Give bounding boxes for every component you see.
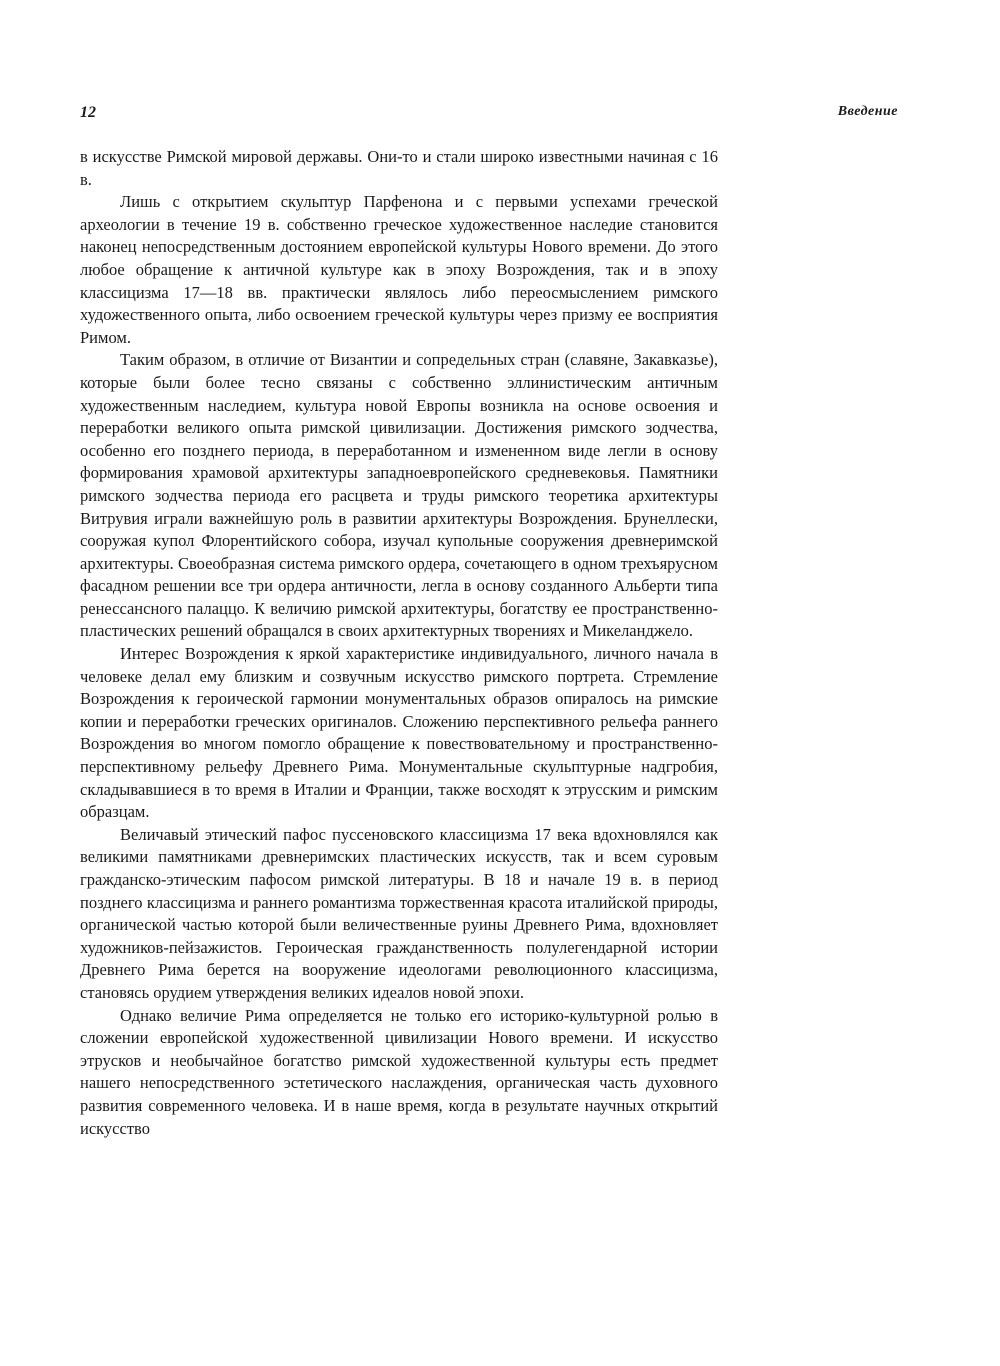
running-head xyxy=(80,104,898,126)
section-title: Введение xyxy=(837,104,898,119)
body-text xyxy=(80,146,718,1140)
paragraph: Величавый этический пафос пуссеновского классицизма 17 века вдохновлялся как великими памятниками древнеримских пластических искусств, так и всем суровым гражданско-этическим пафосом римской литературы. В 18 и начале 19 в. в период позднего классицизма и раннего романтизма торжественная красота италийской природы, органической частью которой были величественные руины Древнего Рима, вдохновляет художников-пейзажистов. Героическая гражданственность полулегендарной истории Древнего Рима берется на вооружение идеологами революционного классицизма, становясь орудием утверждения великих идеалов новой эпохи. xyxy=(80,824,718,1002)
paragraph: Лишь с открытием скульптур Парфенона и с первыми успехами греческой археологии в течение 19 в. собственно греческое художественное наследие становится наконец непосредственным достоянием европейской культуры Нового времени. До этого любое обращение к античной культуре как в эпоху Возрождения, так и в эпоху классицизма 17—18 вв. практически являлось либо переосмыслением римского художественного опыта, либо освоением греческой культуры через призму ее восприятия Римом. xyxy=(80,192,718,347)
paragraph: Таким образом, в отличие от Византии и сопредельных стран (славяне, Закавказье), которые были более тесно связаны с собственно эллинистическим античным художественным наследием, культура новой Европы возникла на основе освоения и переработки великого опыта римской цивилизации. Достижения римского зодчества, особенно его позднего периода, в переработанном и измененном виде легли в основу формирования храмовой архитектуры западноевропейского средневековья. Памятники римского зодчества периода его расцвета и труды римского теоретика архитектуры Витрувия играли важнейшую роль в развитии архитектуры Возрождения. Брунеллески, сооружая купол Флорентийского собора, изучал купольные сооружения древнеримской архитектуры. Своеобразная система римского ордера, сочетающего в одном трехъярусном фасадном решении все три ордера античности, легла в основу созданного Альберти типа ренессансного палаццо. К величию римской архитектуры, богатству ее пространственно-пластических решений обращался в своих архитектурных творениях и Микеланджело. xyxy=(80,350,718,641)
page-number: 12 xyxy=(80,104,96,121)
paragraph-continuation: в искусстве Римской мировой державы. Они-то и стали широко известными начиная с 16 в. xyxy=(80,147,718,189)
paragraph: Интерес Возрождения к яркой характеристике индивидуального, личного начала в человеке делал ему близким и созвучным искусство римского портрета. Стремление Возрождения к героической гармонии монументальных образов опиралось на римские копии и переработки греческих оригиналов. Сложению перспективного рельефа раннего Возрождения во многом помогло обращение к повествовательному и пространственно-перспективному рельефу Древнего Рима. Монументальные скульптурные надгробия, складывавшиеся в то время в Италии и Франции, также восходят к этрусским и римским образцам. xyxy=(80,644,718,822)
paragraph: Однако величие Рима определяется не только его историко-культурной ролью в сложении европейской художественной цивилизации Нового времени. И искусство этрусков и необычайное богатство римской художественной культуры есть предмет нашего непосредственного эстетического наслаждения, органическая часть духовного развития современного человека. И в наше время, когда в результате научных открытий искусство xyxy=(80,1005,718,1138)
